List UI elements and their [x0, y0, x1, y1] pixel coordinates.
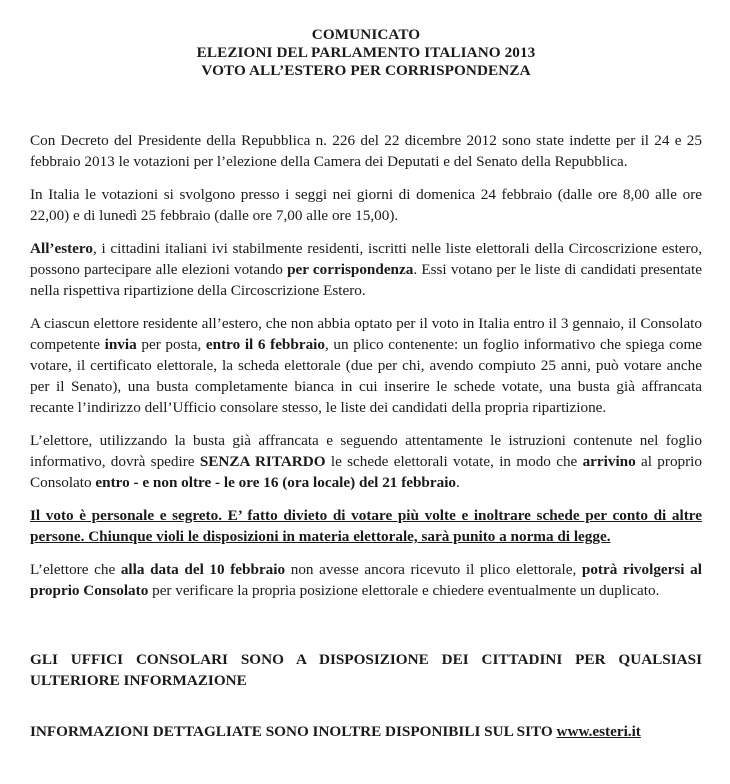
text-span: per posta, [136, 336, 206, 353]
text-bold: invia [104, 336, 137, 353]
text-span: L’elettore che [30, 561, 121, 578]
text-span: L’elettore, utilizzando la busta già affrancata e seguendo attentamente le istruzioni contenute nel foglio informativo, dovrà spedire [30, 432, 702, 470]
paragraph-duplicate [30, 559, 702, 601]
text-span: al proprio Consolato [30, 453, 703, 491]
footer-consular-offices: GLI UFFICI CONSOLARI SONO A DISPOSIZIONE DEI CITTADINI PER QUALSIASI ULTERIORE INFORMAZIONE [30, 651, 702, 689]
paragraph-consulate-package [30, 313, 702, 418]
text-span: , un plico contenente: un foglio informativo che spiega come votare, il certificato elettorale, la scheda elettorale (due per chi, avendo compiuto 25 anni, può votare anche per il Senato), una busta completamente bianca in cui inserire le schede votate, una busta già affrancata recante l’indirizzo dell’Ufficio consolare stesso, le liste dei candidati della propria ripartizione. [30, 336, 702, 416]
text-bold: potrà rivolgersi al proprio Consolato [30, 561, 702, 599]
header-subtitle-2: VOTO ALL’ESTERO PER CORRISPONDENZA [201, 62, 531, 79]
text-span: le schede elettorali votate, in modo che [325, 453, 583, 470]
document-body [30, 130, 702, 601]
text-bold: All’estero [30, 240, 93, 257]
paragraph-decree: Con Decreto del Presidente della Repubblica n. 226 del 22 dicembre 2012 sono state indette per il 24 e 25 febbraio 2013 le votazioni per l’elezione della Camera dei Deputati e del Senato della Repubblica. [30, 132, 702, 170]
document-footer [30, 649, 702, 742]
text-bold: per corrispondenza [287, 261, 414, 278]
paragraph-abroad-voting [30, 238, 702, 301]
text-bold: entro il 6 febbraio [205, 336, 325, 353]
text-span: , i cittadini italiani ivi stabilmente residenti, iscritti nelle liste elettorali della Circoscrizione estero, possono partecipare alle elezioni votando [30, 240, 702, 278]
text-span: A ciascun elettore residente all’estero, che non abbia optato per il voto in Italia entro il 3 gennaio, il Consolato competente [30, 315, 702, 353]
text-bold: SENZA RITARDO [199, 453, 326, 470]
text-span: . Essi votano per le liste di candidati presentate nella rispettiva ripartizione della Circoscrizione Estero. [30, 261, 702, 299]
footer-website-text: INFORMAZIONI DETTAGLIATE SONO INOLTRE DISPONIBILI SUL SITO [30, 723, 557, 740]
text-span: . [456, 474, 460, 491]
header-title: COMUNICATO [311, 26, 421, 43]
paragraph-italy-voting: In Italia le votazioni si svolgono presso i seggi nei giorni di domenica 24 febbraio (dalle ore 8,00 alle ore 22,00) e di lunedì 25 febbraio (dalle ore 7,00 alle ore 15,00). [30, 186, 702, 224]
text-bold: alla data del 10 febbraio [120, 561, 286, 578]
text-span: non avesse ancora ricevuto il plico elettorale, [285, 561, 582, 578]
text-bold: entro - e non oltre - le ore 16 (ora locale) del 21 febbraio [95, 474, 457, 491]
website-link[interactable]: www.esteri.it [556, 723, 641, 740]
footer-website-line [30, 721, 702, 742]
header-subtitle: ELEZIONI DEL PARLAMENTO ITALIANO 2013 [196, 44, 536, 61]
document-header [30, 26, 702, 80]
paragraph-send-ballots [30, 430, 702, 493]
text-span: per verificare la propria posizione elettorale e chiedere eventualmente un duplicato. [148, 582, 660, 599]
paragraph-warning: Il voto è personale e segreto. E’ fatto divieto di votare più volte e inoltrare schede per conto di altre persone. Chiunque violi le disposizioni in materia elettorale, sarà punito a norma di legge. [30, 507, 702, 545]
text-bold: arrivino [582, 453, 636, 470]
